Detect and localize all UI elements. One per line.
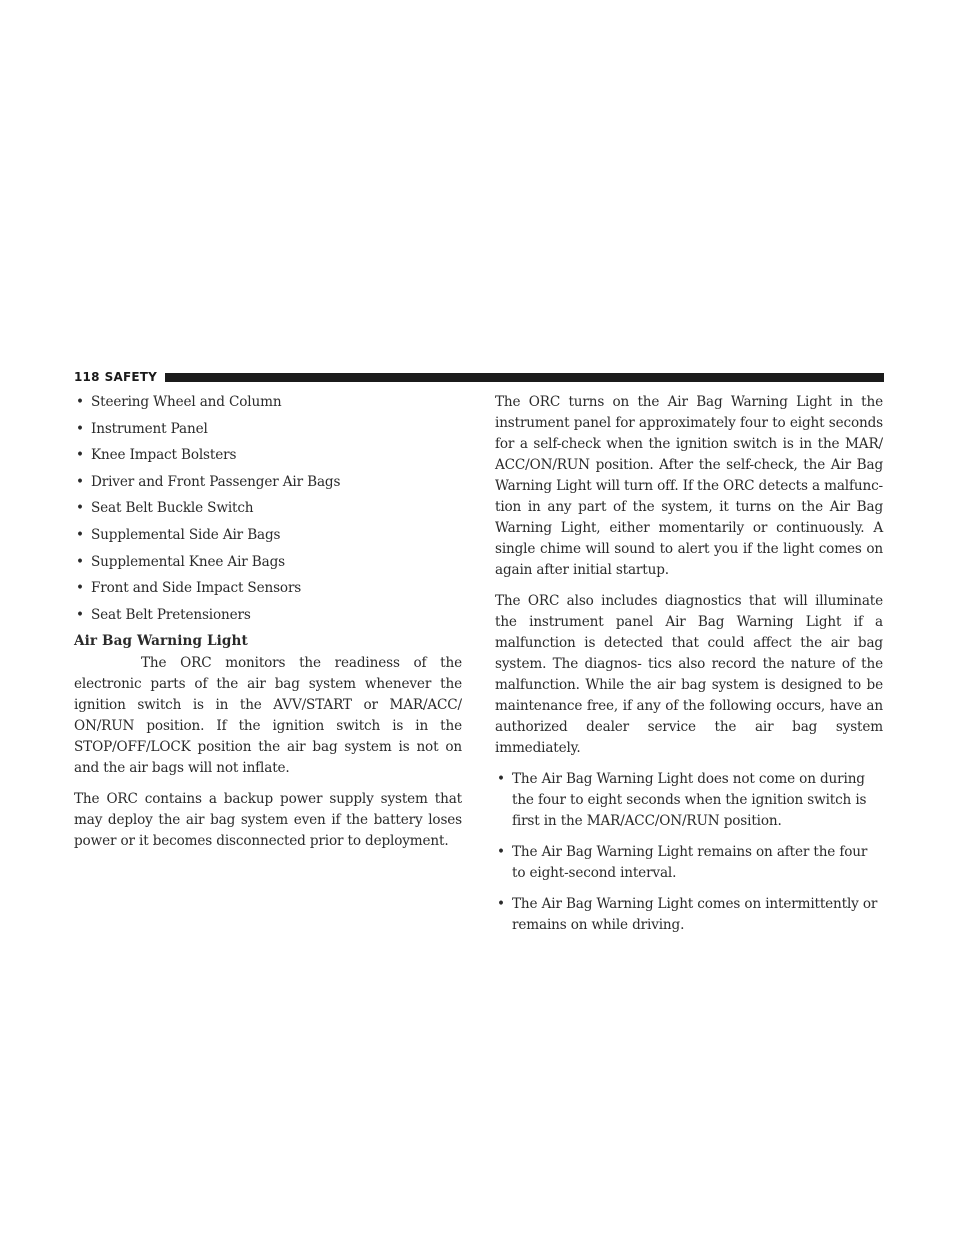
bullet-icon: • (76, 500, 84, 517)
list-item (74, 419, 462, 440)
page-number: 118 (74, 370, 100, 384)
page-header (74, 370, 884, 384)
right-column (495, 392, 883, 946)
list-item (74, 498, 462, 519)
bullet-icon: • (76, 606, 84, 623)
list-item (74, 578, 462, 599)
list-item (74, 552, 462, 573)
list-item-text: Knee Impact Bolsters (91, 447, 237, 464)
list-item-text: Supplemental Side Air Bags (91, 526, 281, 543)
list-item-text: Supplemental Knee Air Bags (91, 553, 285, 570)
header-rule (165, 373, 884, 382)
bullet-icon: • (497, 844, 505, 860)
list-item (74, 525, 462, 546)
list-item-text: Seat Belt Pretensioners (91, 606, 251, 623)
section-heading: Air Bag Warning Light (74, 633, 248, 650)
list-item (74, 445, 462, 466)
bullet-icon: • (76, 473, 84, 490)
list-item (74, 605, 462, 626)
header-label (74, 370, 157, 384)
list-item-text: The Air Bag Warning Light remains on after the four to eight-second interval. (512, 844, 868, 881)
bullet-icon: • (76, 580, 84, 597)
bullet-icon: • (76, 420, 84, 437)
list-item-text: Driver and Front Passenger Air Bags (91, 473, 341, 490)
list-item-text: The Air Bag Warning Light does not come on during the four to eight seconds when the ignition switch is first in the MAR/ACC/ON/RUN position. (512, 771, 867, 829)
list-item-text: Seat Belt Buckle Switch (91, 500, 254, 517)
bullet-icon: • (76, 447, 84, 464)
bullet-icon: • (76, 553, 84, 570)
bullet-icon: • (497, 896, 505, 912)
bullet-icon: • (76, 526, 84, 543)
bullet-icon: • (497, 771, 505, 787)
paragraph: The ORC monitors the readiness of the electronic parts of the air bag system whenever the ignition switch is in the AVV/START or MAR/ACC/ ON/RUN position. If the ignition switch is in the STOP/OFF/LOCK position the air bag system is not on and the air bags will not inflate. (74, 655, 462, 777)
list-item (74, 392, 462, 413)
condition-list (495, 769, 883, 936)
list-item-text: The Air Bag Warning Light comes on intermittently or remains on while driving. (512, 896, 878, 933)
left-column (74, 392, 462, 862)
component-list (74, 392, 462, 626)
section-title: SAFETY (104, 370, 158, 384)
bullet-icon: • (76, 394, 84, 410)
paragraph: The ORC also includes diagnostics that will illuminate the instrument panel Air Bag Warning Light if a malfunction is detected that could affect the air bag system. The diagnos- tics also record the nature of the malfunction. While the air bag system is designed to be maintenance free, if any of the following occurs, have an authorized dealer service the air bag system immediately. (495, 593, 883, 756)
list-item-text: Front and Side Impact Sensors (91, 580, 302, 597)
list-item (495, 894, 883, 936)
list-item-text: Steering Wheel and Column (91, 394, 282, 410)
list-item (495, 842, 883, 884)
list-item (74, 472, 462, 493)
list-item (495, 769, 883, 832)
paragraph: The ORC turns on the Air Bag Warning Light in the instrument panel for approximately four to eight seconds for a self-check when the ignition switch is in the MAR/ ACC/ON/RUN position. After the self-check, the Air Bag Warning Light will turn off. If the ORC detects a malfunc- tion in any part of the system, it turns on the Air Bag Warning Light, either momentarily or continuously. A single chime will sound to alert you if the light comes on again after initial startup. (495, 394, 883, 578)
paragraph: The ORC contains a backup power supply system that may deploy the air bag system even if the battery loses power or it becomes disconnected prior to deployment. (74, 791, 462, 850)
list-item-text: Instrument Panel (91, 420, 208, 437)
